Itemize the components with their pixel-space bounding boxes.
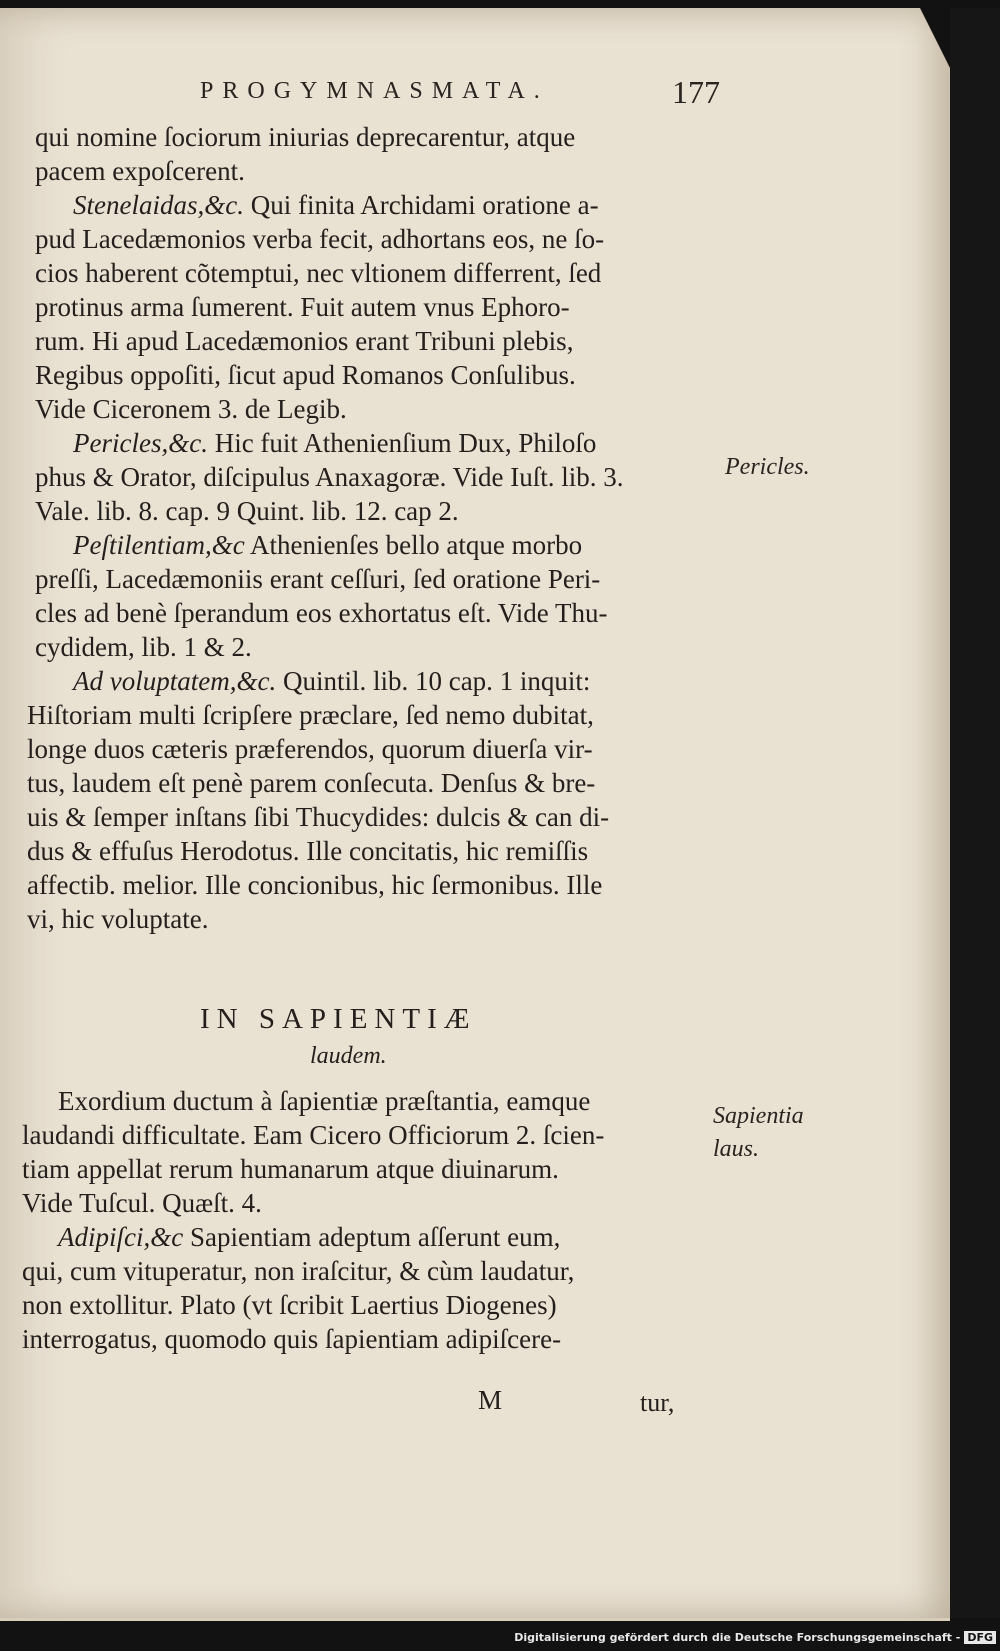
catchword: tur, (640, 1388, 675, 1417)
text-line: longe duos cæteris præferendos, quorum diuerſa vir- (27, 734, 593, 764)
text-line: dus & effuſus Herodotus. Ille concitatis, hic remiſſis (27, 836, 589, 866)
signature-mark: M (478, 1385, 503, 1415)
margin-note-sapientia: Sapientia (713, 1103, 804, 1129)
running-header (200, 74, 720, 118)
funding-footer (514, 1631, 996, 1644)
text-line: Hiſtoriam multi ſcripſere præclare, ſed nemo dubitat, (27, 700, 594, 730)
scan-background (950, 8, 1000, 1618)
text-line: laudandi difficultate. Eam Cicero Officiorum 2. ſcien- (22, 1120, 605, 1150)
book-page (0, 8, 950, 1621)
page-corner-fold (920, 8, 950, 68)
text-line: cios haberent cõtemptui, nec vltionem differrent, ſed (35, 258, 602, 288)
text-line: Vide Tuſcul. Quæſt. 4. (22, 1188, 262, 1218)
text-line: non extollitur. Plato (vt ſcribit Laertius Diogenes) (22, 1290, 557, 1320)
text-line: protinus arma ſumerent. Fuit autem vnus Ephoro- (35, 292, 570, 322)
text-line: pacem expoſcerent. (35, 156, 245, 186)
text-line: phus & Orator, diſcipulus Anaxagoræ. Vide Iuſt. lib. 3. (35, 462, 624, 492)
text-line: Ad voluptatem,&c. Quintil. lib. 10 cap. 1 inquit: (73, 666, 591, 696)
footer-text: Digitalisierung gefördert durch die Deutsche Forschungsgemeinschaft - (514, 1631, 961, 1644)
page-number: 177 (672, 74, 720, 110)
text-line: Vale. lib. 8. cap. 9 Quint. lib. 12. cap 2. (35, 496, 459, 526)
section-subheading: laudem. (310, 1043, 387, 1069)
text-line: affectib. melior. Ille concionibus, hic ſermonibus. Ille (27, 870, 603, 900)
running-title: PROGYMNASMATA. (200, 78, 549, 104)
text-line: qui, cum vituperatur, non iraſcitur, & cùm laudatur, (22, 1256, 575, 1286)
text-line: Stenelaidas,&c. Qui finita Archidami oratione a- (73, 190, 599, 220)
text-line: vi, hic voluptate. (27, 904, 209, 934)
text-line: qui nomine ſociorum iniurias deprecarentur, atque (35, 122, 576, 152)
text-line: preſſi, Lacedæmoniis erant ceſſuri, ſed oratione Peri- (35, 564, 601, 594)
text-line: Peſtilentiam,&c Athenienſes bello atque morbo (73, 530, 583, 560)
text-line: pud Lacedæmonios verba fecit, adhortans eos, ne ſo- (35, 224, 605, 254)
text-line: Vide Ciceronem 3. de Legib. (35, 394, 347, 424)
text-line: Adipiſci,&c Sapientiam adeptum aſſerunt eum, (58, 1222, 561, 1252)
text-line: interrogatus, quomodo quis ſapientiam adipiſcere- (22, 1324, 562, 1354)
margin-note-laus: laus. (713, 1136, 760, 1162)
text-line: rum. Hi apud Lacedæmonios erant Tribuni plebis, (35, 326, 574, 356)
text-line: cydidem, lib. 1 & 2. (35, 632, 252, 662)
dfg-logo: DFG (964, 1631, 996, 1644)
text-line: tus, laudem eſt penè parem conſecuta. Denſus & bre- (27, 768, 596, 798)
text-line: cles ad benè ſperandum eos exhortatus eſt. Vide Thu- (35, 598, 608, 628)
text-line: Regibus oppoſiti, ſicut apud Romanos Conſulibus. (35, 360, 576, 390)
text-line: Pericles,&c. Hic fuit Athenienſium Dux, Philoſo (73, 428, 597, 458)
text-line: tiam appellat rerum humanarum atque diuinarum. (22, 1154, 559, 1184)
section-heading: IN SAPIENTIÆ (200, 1003, 477, 1035)
text-line: uis & ſemper inſtans ſibi Thucydides: dulcis & can di- (27, 802, 610, 832)
text-line: Exordium ductum à ſapientiæ præſtantia, eamque (58, 1086, 591, 1116)
margin-note-pericles: Pericles. (725, 454, 810, 480)
